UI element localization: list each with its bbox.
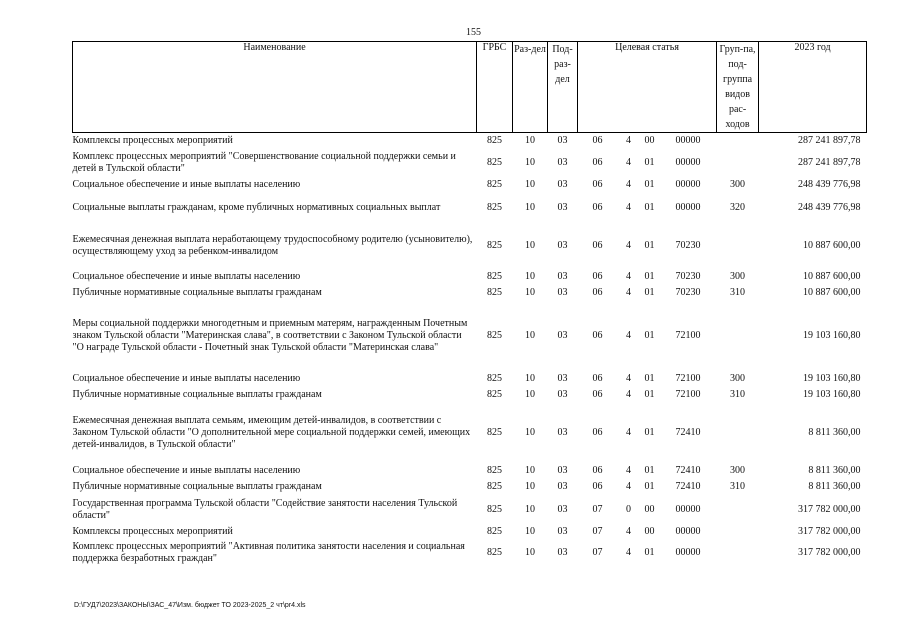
row-complex: 01 xyxy=(644,329,655,341)
table-row xyxy=(73,525,867,539)
row-expense-group xyxy=(717,403,759,463)
row-razdel: 10 xyxy=(525,464,535,476)
table-row xyxy=(73,177,867,193)
row-expense-group xyxy=(717,301,759,371)
table-row xyxy=(73,193,867,223)
row-podrazdel: 03 xyxy=(557,134,568,146)
row-subprogram: 4 xyxy=(626,388,631,400)
row-razdel: 10 xyxy=(525,270,535,282)
row-subprogram: 4 xyxy=(626,270,631,282)
row-podrazdel: 03 xyxy=(557,546,568,558)
row-grbs: 825 xyxy=(487,286,502,298)
row-complex: 00 xyxy=(644,503,655,515)
row-grbs: 825 xyxy=(487,525,502,537)
header-grbs: ГРБС xyxy=(477,42,513,133)
row-amount: 317 782 000,00 xyxy=(798,546,861,558)
row-grbs: 825 xyxy=(487,201,502,213)
row-podrazdel: 03 xyxy=(557,388,568,400)
table-row xyxy=(73,285,867,301)
row-complex: 01 xyxy=(644,426,655,438)
row-complex: 00 xyxy=(644,525,655,537)
row-complex: 01 xyxy=(644,239,655,251)
row-grbs: 825 xyxy=(487,270,502,282)
row-razdel: 10 xyxy=(525,134,535,146)
row-complex: 01 xyxy=(644,464,655,476)
row-grbs: 825 xyxy=(487,329,502,341)
row-podrazdel: 03 xyxy=(557,286,568,298)
row-name: Социальное обеспечение и иные выплаты населению xyxy=(72,270,301,282)
row-razdel: 10 xyxy=(525,388,535,400)
row-amount: 19 103 160,80 xyxy=(803,372,861,384)
row-expense-group xyxy=(717,133,759,149)
row-razdel: 10 xyxy=(525,156,535,168)
row-expense-group xyxy=(717,149,759,177)
row-program: 06 xyxy=(592,201,603,213)
table-header-row xyxy=(73,42,867,133)
row-podrazdel: 03 xyxy=(557,239,568,251)
header-razdel: Раз-дел xyxy=(513,42,548,133)
table-row xyxy=(73,223,867,269)
row-complex: 01 xyxy=(644,286,655,298)
row-grbs: 825 xyxy=(487,480,502,492)
row-razdel: 10 xyxy=(525,546,535,558)
row-direction: 00000 xyxy=(675,201,701,213)
row-subprogram: 4 xyxy=(626,546,631,558)
row-podrazdel: 03 xyxy=(557,426,568,438)
row-grbs: 825 xyxy=(487,178,502,190)
row-name: Ежемесячная денежная выплата семьям, имеющим детей-инвалидов, в соответствии с Законом Тульской области "О дополнительной мере социальной поддержки семей, имеющих детей-инвалидов, в Тульской области" xyxy=(72,414,471,450)
row-expense-group: 310 xyxy=(730,480,746,492)
header-target-article: Целевая статья xyxy=(578,42,717,133)
row-expense-group: 300 xyxy=(730,270,746,282)
row-podrazdel: 03 xyxy=(557,178,568,190)
row-amount: 287 241 897,78 xyxy=(798,134,861,146)
row-complex: 01 xyxy=(644,270,655,282)
row-direction: 72410 xyxy=(675,464,701,476)
row-amount: 248 439 776,98 xyxy=(798,178,861,190)
row-program: 06 xyxy=(592,270,603,282)
row-subprogram: 4 xyxy=(626,480,631,492)
header-expense-group: Груп-па, под-группа видов рас-ходов xyxy=(717,42,759,133)
row-direction: 72410 xyxy=(675,426,701,438)
row-direction: 72100 xyxy=(675,388,701,400)
row-grbs: 825 xyxy=(487,546,502,558)
row-program: 06 xyxy=(592,329,603,341)
row-razdel: 10 xyxy=(525,201,535,213)
row-direction: 00000 xyxy=(675,134,701,146)
row-razdel: 10 xyxy=(525,426,535,438)
row-grbs: 825 xyxy=(487,134,502,146)
row-subprogram: 0 xyxy=(626,503,631,515)
row-grbs: 825 xyxy=(487,388,502,400)
row-name: Комплексы процессных мероприятий xyxy=(72,525,233,537)
row-podrazdel: 03 xyxy=(557,329,568,341)
row-complex: 01 xyxy=(644,178,655,190)
row-program: 06 xyxy=(592,178,603,190)
row-expense-group xyxy=(717,223,759,269)
row-amount: 8 811 360,00 xyxy=(808,464,861,476)
row-expense-group xyxy=(717,495,759,525)
row-program: 07 xyxy=(592,546,603,558)
row-expense-group: 300 xyxy=(730,372,746,384)
row-name: Публичные нормативные социальные выплаты гражданам xyxy=(72,388,322,400)
row-razdel: 10 xyxy=(525,178,535,190)
row-podrazdel: 03 xyxy=(557,201,568,213)
page-number: 155 xyxy=(466,27,481,38)
row-direction: 72100 xyxy=(675,329,701,341)
row-expense-group: 300 xyxy=(730,178,746,190)
table-row xyxy=(73,479,867,495)
row-razdel: 10 xyxy=(525,286,535,298)
row-subprogram: 4 xyxy=(626,464,631,476)
header-name: Наименование xyxy=(73,42,477,133)
row-complex: 01 xyxy=(644,201,655,213)
row-program: 06 xyxy=(592,480,603,492)
row-complex: 00 xyxy=(644,134,655,146)
row-direction: 00000 xyxy=(675,178,701,190)
row-name: Государственная программа Тульской области "Содействие занятости населения Тульской области" xyxy=(72,497,458,521)
row-amount: 10 887 600,00 xyxy=(803,239,861,251)
budget-table xyxy=(72,41,867,567)
row-grbs: 825 xyxy=(487,156,502,168)
header-podrazdel: Под-раз-дел xyxy=(548,42,578,133)
row-direction: 70230 xyxy=(675,270,701,282)
row-direction: 70230 xyxy=(675,286,701,298)
row-name: Социальное обеспечение и иные выплаты населению xyxy=(72,464,301,476)
row-subprogram: 4 xyxy=(626,156,631,168)
row-podrazdel: 03 xyxy=(557,525,568,537)
row-razdel: 10 xyxy=(525,525,535,537)
row-direction: 00000 xyxy=(675,156,701,168)
row-expense-group: 310 xyxy=(730,286,746,298)
table-row xyxy=(73,269,867,285)
row-amount: 317 782 000,00 xyxy=(798,525,861,537)
row-razdel: 10 xyxy=(525,480,535,492)
table-row xyxy=(73,387,867,403)
row-program: 06 xyxy=(592,388,603,400)
row-podrazdel: 03 xyxy=(557,270,568,282)
row-name: Комплекс процессных мероприятий "Совершенствование социальной поддержки семьи и детей в Тульской области" xyxy=(72,150,456,174)
row-amount: 19 103 160,80 xyxy=(803,329,861,341)
row-amount: 10 887 600,00 xyxy=(803,270,861,282)
row-program: 07 xyxy=(592,525,603,537)
row-program: 06 xyxy=(592,239,603,251)
row-direction: 00000 xyxy=(675,503,701,515)
row-grbs: 825 xyxy=(487,239,502,251)
row-name: Ежемесячная денежная выплата неработающему трудоспособному родителю (усыновителю), осуществляющему уход за ребенком-инвалидом xyxy=(72,233,473,257)
row-program: 06 xyxy=(592,372,603,384)
row-program: 07 xyxy=(592,503,603,515)
row-subprogram: 4 xyxy=(626,329,631,341)
row-subprogram: 4 xyxy=(626,201,631,213)
row-amount: 19 103 160,80 xyxy=(803,388,861,400)
row-expense-group: 300 xyxy=(730,464,746,476)
row-amount: 8 811 360,00 xyxy=(808,480,861,492)
table-row xyxy=(73,403,867,463)
row-subprogram: 4 xyxy=(626,525,631,537)
row-podrazdel: 03 xyxy=(557,480,568,492)
row-grbs: 825 xyxy=(487,372,502,384)
row-amount: 287 241 897,78 xyxy=(798,156,861,168)
row-amount: 248 439 776,98 xyxy=(798,201,861,213)
row-razdel: 10 xyxy=(525,329,535,341)
table-row xyxy=(73,149,867,177)
row-name: Комплекс процессных мероприятий "Активная политика занятости населения и социальная поддержка безработных граждан" xyxy=(72,540,465,564)
row-grbs: 825 xyxy=(487,503,502,515)
row-name: Социальное обеспечение и иные выплаты населению xyxy=(72,178,301,190)
table-row xyxy=(73,133,867,149)
row-complex: 01 xyxy=(644,546,655,558)
row-subprogram: 4 xyxy=(626,134,631,146)
row-expense-group xyxy=(717,539,759,567)
row-subprogram: 4 xyxy=(626,239,631,251)
row-amount: 10 887 600,00 xyxy=(803,286,861,298)
row-expense-group: 320 xyxy=(730,201,746,213)
file-path-footer: D:\ГУД7\2023\ЗАКОНЫ\ЗАС_47\Изм. бюджет ТО 2023-2025_2 чт\pr4.xls xyxy=(74,602,306,609)
row-razdel: 10 xyxy=(525,503,535,515)
row-subprogram: 4 xyxy=(626,286,631,298)
row-grbs: 825 xyxy=(487,464,502,476)
row-direction: 00000 xyxy=(675,525,701,537)
row-podrazdel: 03 xyxy=(557,464,568,476)
row-name: Социальное обеспечение и иные выплаты населению xyxy=(72,372,301,384)
row-program: 06 xyxy=(592,286,603,298)
row-name: Публичные нормативные социальные выплаты гражданам xyxy=(72,480,322,492)
row-name: Меры социальной поддержки многодетным и приемным матерям, награжденным Почетным знаком Тульской области "Материнская слава", в соответствии с Законом Тульской области "О награде Тульской области - Почетный знак Тульской области "Материнская слава" xyxy=(72,317,468,353)
row-subprogram: 4 xyxy=(626,178,631,190)
row-amount: 317 782 000,00 xyxy=(798,503,861,515)
row-subprogram: 4 xyxy=(626,372,631,384)
row-program: 06 xyxy=(592,464,603,476)
table-row xyxy=(73,495,867,525)
row-direction: 00000 xyxy=(675,546,701,558)
row-complex: 01 xyxy=(644,480,655,492)
row-grbs: 825 xyxy=(487,426,502,438)
row-expense-group: 310 xyxy=(730,388,746,400)
row-amount: 8 811 360,00 xyxy=(808,426,861,438)
table-row xyxy=(73,463,867,479)
row-complex: 01 xyxy=(644,388,655,400)
row-expense-group xyxy=(717,525,759,539)
row-razdel: 10 xyxy=(525,239,535,251)
table-row xyxy=(73,301,867,371)
row-complex: 01 xyxy=(644,372,655,384)
row-razdel: 10 xyxy=(525,372,535,384)
header-year: 2023 год xyxy=(759,42,867,133)
row-program: 06 xyxy=(592,426,603,438)
row-podrazdel: 03 xyxy=(557,503,568,515)
row-podrazdel: 03 xyxy=(557,372,568,384)
row-subprogram: 4 xyxy=(626,426,631,438)
row-name: Социальные выплаты гражданам, кроме публичных нормативных социальных выплат xyxy=(72,201,441,213)
row-podrazdel: 03 xyxy=(557,156,568,168)
row-name: Комплексы процессных мероприятий xyxy=(72,134,233,146)
row-direction: 72100 xyxy=(675,372,701,384)
row-program: 06 xyxy=(592,134,603,146)
row-direction: 70230 xyxy=(675,239,701,251)
table-row xyxy=(73,371,867,387)
table-row xyxy=(73,539,867,567)
row-program: 06 xyxy=(592,156,603,168)
row-complex: 01 xyxy=(644,156,655,168)
row-name: Публичные нормативные социальные выплаты гражданам xyxy=(72,286,322,298)
row-direction: 72410 xyxy=(675,480,701,492)
